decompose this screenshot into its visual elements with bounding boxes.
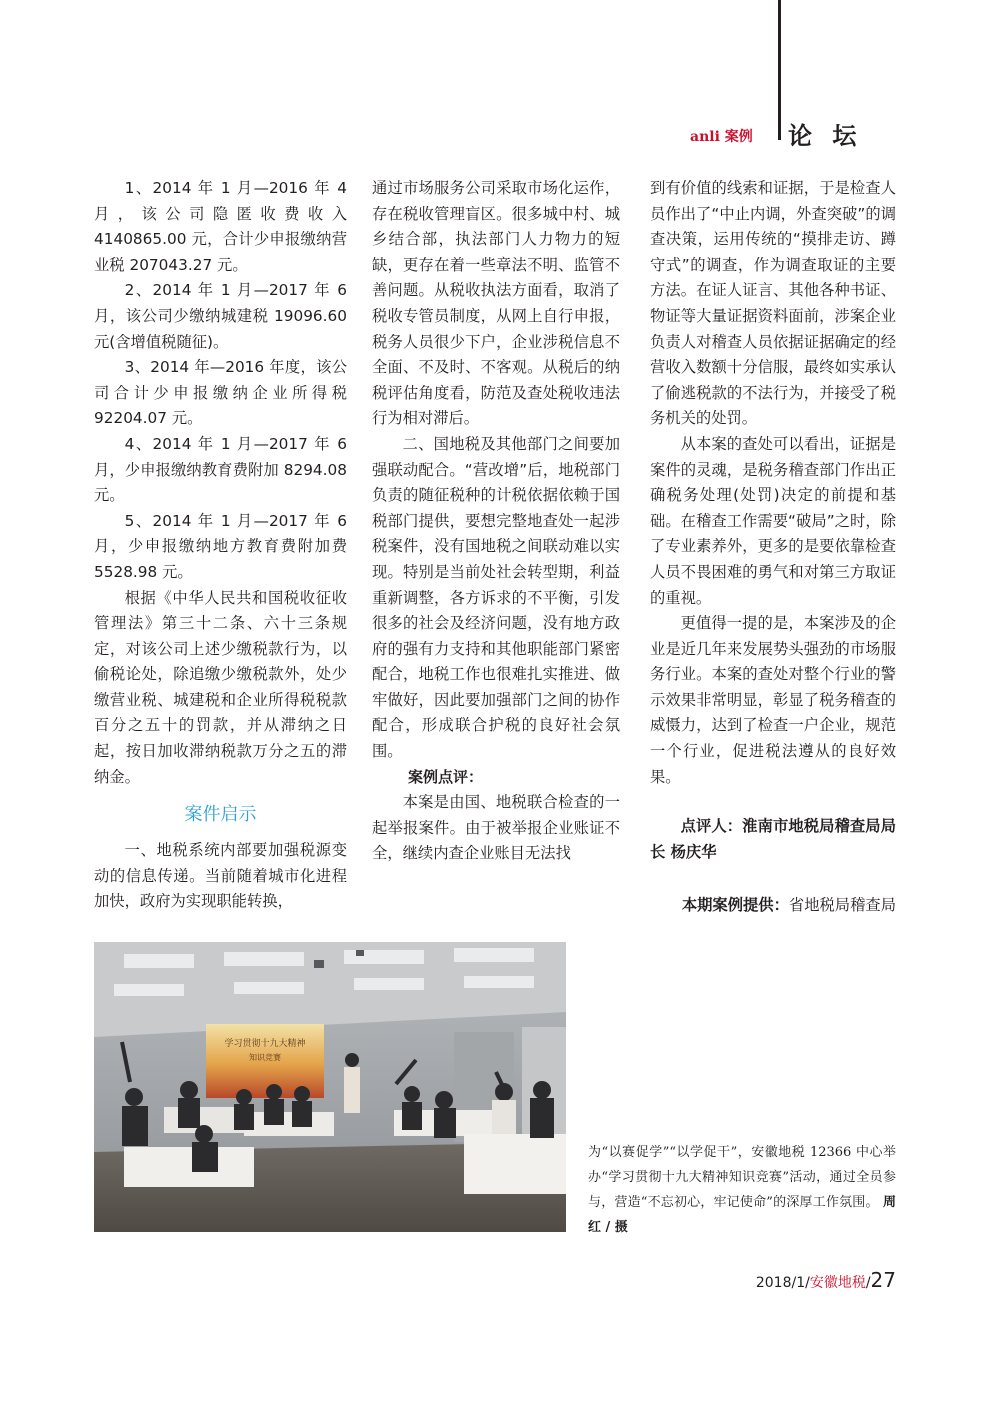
article-column-1 <box>94 176 347 915</box>
review-heading: 案例点评： <box>408 767 484 786</box>
caption-text: 为“以赛促学”“以学促干”，安徽地税 12366 中心举办“学习贯彻十九大精神知识竞赛”活动，通过全员参与，营造“不忘初心，牢记使命”的深厚工作氛围。 <box>588 1145 896 1210</box>
provider-label: 本期案例提供： <box>681 896 789 915</box>
photo-caption <box>588 1140 896 1240</box>
footer-issue: 2018/1/ <box>755 1275 810 1291</box>
photo-illustration <box>94 942 566 1232</box>
article-column-2 <box>372 176 620 867</box>
insight-1-continued: 通过市场服务公司采取市场化运作，存在税收管理盲区。很多城中村、城乡结合部，执法部门人力物力的短缺，更存在着一些章法不明、监管不善问题。从税收执法方面看，取消了税收专管员制度，从网上自行申报，税务人员很少下户，企业涉税信息不全面、不及时、不客观。从税后的纳税评估角度看，防范及查处税收违法行为相对滞后。 <box>372 179 620 428</box>
competition-photo <box>94 942 566 1232</box>
footer-slash: / <box>865 1275 871 1291</box>
insight-2: 二、国地税及其他部门之间要加强联动配合。“营改增”后，地税部门负责的随征税种的计税依据依赖于国税部门提供，要想完整地查处一起涉税案件，没有国地税之间联动难以实现。特别是当前处社会转型期，利益重新调整，各方诉求的不平衡，引发很多的社会及经济问题，没有地方政府的强有力支持和其他职能部门紧密配合，地税工作也很难扎实推进、做牢做好，因此要加强部门之间的协作配合，形成联合护税的良好社会氛围。 <box>372 434 620 761</box>
value-paragraph: 更值得一提的是，本案涉及的企业是近几年来发展势头强劲的市场服务行业。本案的查处对整个行业的警示效果非常明显，彰显了税务稽查的威慑力，达到了检查一户企业，规范一个行业，促进税法遵从的良好效果。 <box>650 614 896 786</box>
section-tag: anli 案例 <box>690 129 753 145</box>
finding-5: 5、2014 年 1 月—2017 年 6 月，少申报缴纳地方教育费附加费 5528.98 元。 <box>94 511 347 581</box>
section-heading: 案件启示 <box>184 804 257 826</box>
article-column-3 <box>650 176 896 919</box>
reviewer-label: 点评人： <box>680 817 743 836</box>
provider-name: 省地税局稽查局 <box>788 896 896 915</box>
footer-magazine: 安徽地税 <box>809 1275 866 1291</box>
penalty-paragraph: 根据《中华人民共和国税收征收管理法》第三十二条、六十三条规定，对该公司上述少缴税款行为，以偷税论处，除追缴少缴税款外，处少缴营业税、城建税和企业所得税税款百分之五十的罚款，并从滞纳之日起，按日加收滞纳税款万分之五的滞纳金。 <box>94 588 347 786</box>
reviewer-name: 淮南市地税局稽查局局长 杨庆华 <box>650 817 896 861</box>
evidence-paragraph: 从本案的查处可以看出，证据是案件的灵魂，是税务稽查部门作出正确税务处理(处罚)决定的前提和基础。在稽查工作需要“破局”之时，除了专业素养外，更多的是要依靠检查人员不畏困难的勇气和对第三方取证的重视。 <box>650 434 896 607</box>
review-start: 本案是由国、地税联合检查的一起举报案件。由于被举报企业账证不全，继续内查企业账目无法找 <box>372 793 620 863</box>
finding-2: 2、2014 年 1 月—2017 年 6 月，该公司少缴纳城建税 19096.60 元(含增值税随征)。 <box>94 281 347 351</box>
finding-3: 3、2014 年—2016 年度，该公司合计少申报缴纳企业所得税 92204.07 元。 <box>94 358 347 428</box>
banner-line-2: 知识竞赛 <box>249 1053 281 1062</box>
banner-line-1: 学习贯彻十九大精神 <box>224 1039 306 1049</box>
column-title: 论 坛 <box>788 122 863 150</box>
page-number: 27 <box>870 1268 896 1292</box>
photo-credit: 周红 / 摄 <box>588 1195 896 1235</box>
finding-4: 4、2014 年 1 月—2017 年 6 月，少申报缴纳教育费附加 8294.08 元。 <box>94 434 347 505</box>
reviewer-line <box>650 814 896 865</box>
provider-line <box>650 893 896 919</box>
insight-1-start: 一、地税系统内部要加强税源变动的信息传递。当前随着城市化进程加快，政府为实现职能转换， <box>94 841 347 911</box>
header-divider <box>778 0 781 140</box>
page-footer <box>756 1268 896 1292</box>
finding-1: 1、2014 年 1 月—2016 年 4 月，该公司隐匿收费收入 4140865.00 元，合计少申报缴纳营业税 207043.27 元。 <box>94 179 347 274</box>
review-continued: 到有价值的线索和证据，于是检查人员作出了“中止内调，外查突破”的调查决策，运用传统的“摸排走访、蹲守式”的调查，作为调查取证的主要方法。在证人证言、其他各种书证、物证等大量证据资料面前，涉案企业负责人对稽查人员依据证据确定的经营收入数额十分信服，最终如实承认了偷逃税款的不法行为，并接受了税务机关的处罚。 <box>650 179 896 428</box>
